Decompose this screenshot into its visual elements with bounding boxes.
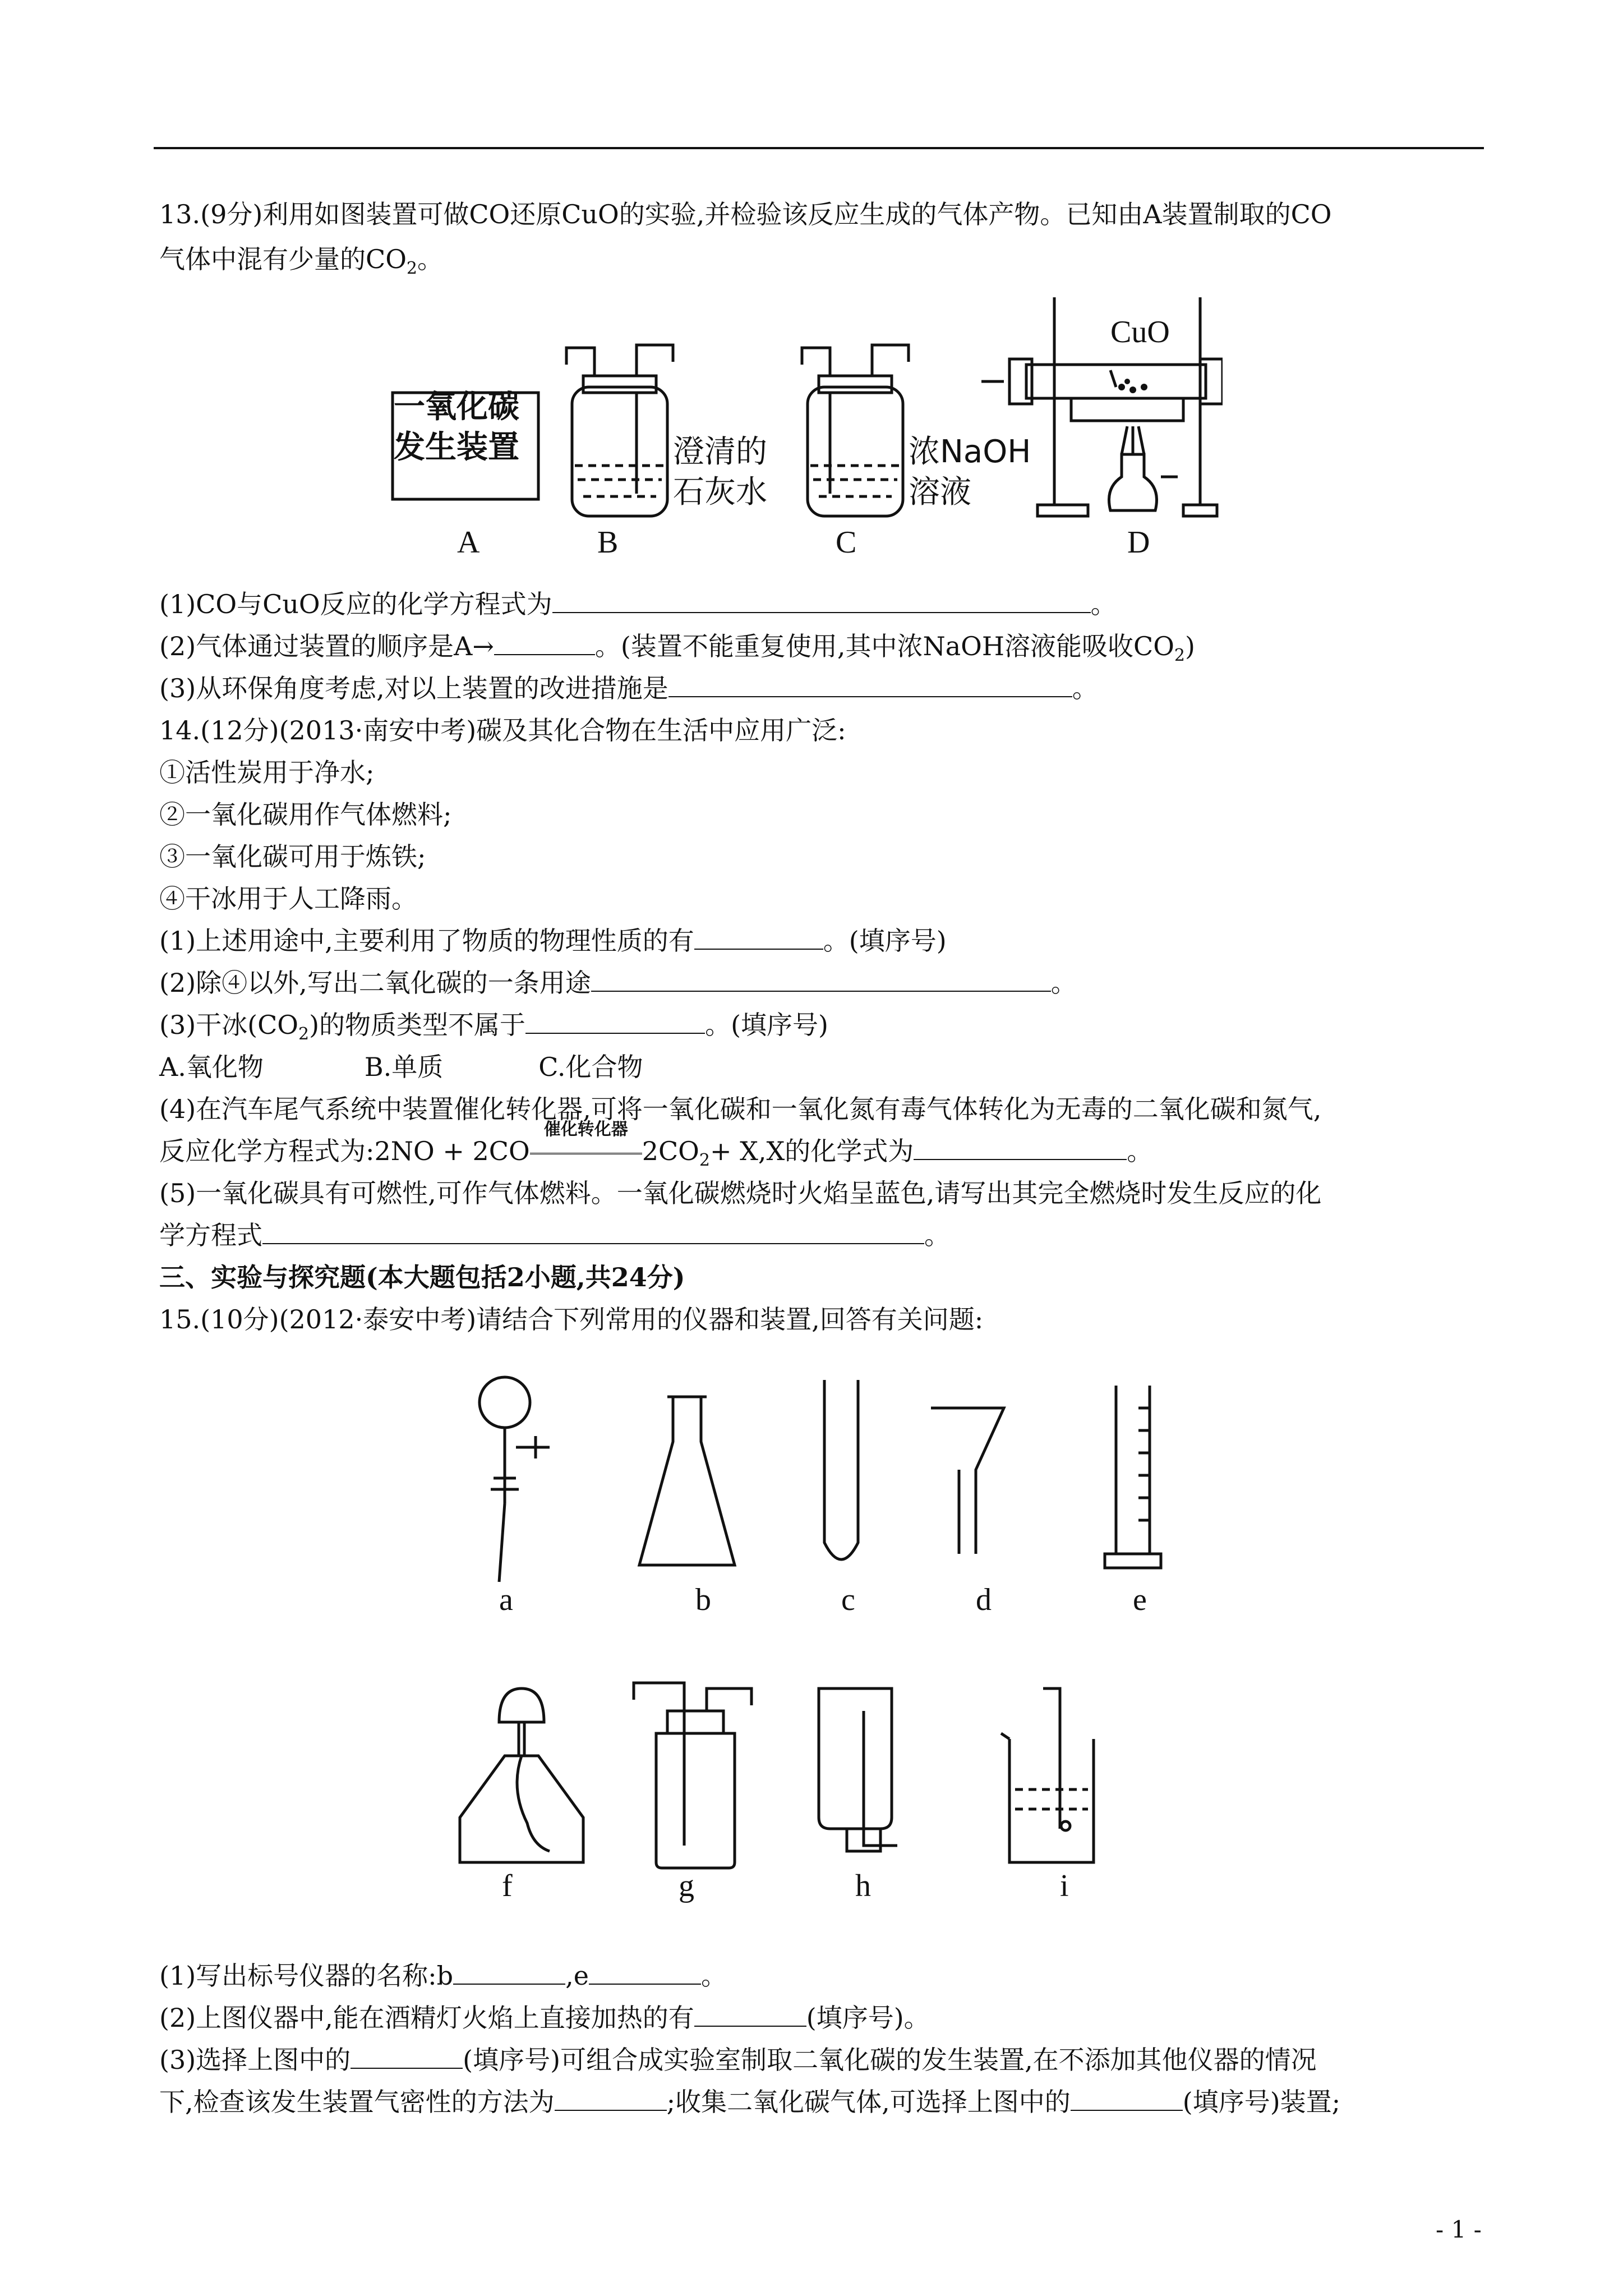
- q14-part4-equation: 反应化学方程式为:2NO + 2CO 催化转化器 $2CO_2+ X,X$的化学式为 。: [159, 1120, 1153, 1171]
- answer-blank[interactable]: [262, 1221, 924, 1244]
- instrument-label-b: b: [695, 1582, 711, 1617]
- q13-part1: (1)CO与CuO反应的化学方程式为 。: [159, 589, 1117, 619]
- answer-blank[interactable]: [914, 1137, 1127, 1160]
- option-c: C.化合物: [538, 1052, 643, 1082]
- q13-part3: (3)从环保角度考虑,对以上装置的改进措施是 。: [159, 673, 1098, 703]
- page-number: - 1 -: [1436, 2216, 1482, 2243]
- test-tube-c: [824, 1380, 858, 1559]
- q15-instruments-row1: [437, 1374, 1223, 1599]
- gas-bottle-g: [634, 1683, 751, 1868]
- q15-part1: (1)写出标号仪器的名称:b ,e 。: [159, 1961, 727, 1991]
- instrument-label-h: h: [855, 1869, 871, 1903]
- device-b-label: 澄清的 石灰水: [673, 434, 767, 510]
- instrument-label-a: a: [499, 1582, 513, 1617]
- device-a-label: 一氧化碳 发生装置: [394, 389, 519, 466]
- q14-item3: ③一氧化碳可用于炼铁;: [159, 841, 426, 872]
- instrument-label-i: i: [1060, 1869, 1069, 1903]
- answer-blank[interactable]: [591, 968, 1051, 992]
- answer-blank[interactable]: [552, 590, 1091, 613]
- figure-label-c: C: [836, 525, 857, 560]
- catalyst-arrow: 催化转化器: [530, 1133, 642, 1169]
- conical-flask-b: [639, 1397, 735, 1565]
- answer-blank[interactable]: [668, 674, 1072, 697]
- instrument-label-f: f: [502, 1869, 513, 1903]
- separatory-funnel-a: [479, 1377, 550, 1582]
- instrument-label-e: e: [1133, 1582, 1147, 1617]
- answer-blank[interactable]: [694, 2003, 806, 2027]
- answer-blank[interactable]: [555, 2087, 667, 2111]
- header-rule: [154, 147, 1484, 149]
- graduated-cylinder-e: [1105, 1386, 1161, 1568]
- answer-blank[interactable]: [494, 632, 595, 655]
- option-a: A.氧化物: [159, 1052, 264, 1082]
- q15-part3: (3)选择上图中的 (填序号)可组合成实验室制取二氧化碳的发生装置,在不添加其他仪器的情况: [159, 2045, 1317, 2075]
- device-c-label: 浓NaOH 溶液: [909, 434, 1031, 510]
- option-b: B.单质: [364, 1052, 444, 1082]
- q13-stem-line1: 13.(9分)利用如图装置可做CO还原CuO的实验,并检验该反应生成的气体产物。已知由A装置制取的CO: [159, 199, 1332, 229]
- device-b-bottle: [566, 345, 673, 516]
- q14-part5-cont: 学方程式 。: [159, 1220, 950, 1250]
- q14-part5: (5)一氧化碳具有可燃性,可作气体燃料。一氧化碳燃烧时火焰呈蓝色,请写出其完全燃烧时发生反应的化: [159, 1178, 1322, 1208]
- instrument-label-d: d: [976, 1582, 992, 1617]
- figure-label-a: A: [457, 525, 480, 560]
- answer-blank[interactable]: [525, 1010, 705, 1034]
- q14-part2: (2)除④以外,写出二氧化碳的一条用途 。: [159, 968, 1077, 998]
- answer-blank[interactable]: [589, 1961, 701, 1985]
- q13-part2: (2)气体通过装置的顺序是A→ 。(装置不能重复使用,其中浓NaOH溶液能吸收$CO_2$): [159, 631, 1195, 666]
- answer-blank[interactable]: [351, 2045, 463, 2069]
- q13-stem-line2: 气体中混有少量的$CO_2$。: [159, 244, 444, 279]
- q14-part4: (4)在汽车尾气系统中装置催化转化器,可将一氧化碳和一氧化氮有毒气体转化为无毒的二氧化碳和氮气,: [159, 1094, 1322, 1124]
- instrument-label-g: g: [679, 1869, 694, 1903]
- q15-part2: (2)上图仪器中,能在酒精灯火焰上直接加热的有 (填序号)。: [159, 2003, 930, 2033]
- q14-stem: 14.(12分)(2013·南安中考)碳及其化合物在生活中应用广泛:: [159, 715, 846, 746]
- cuo-label: CuO: [1110, 315, 1170, 349]
- q14-item1: ①活性炭用于净水;: [159, 757, 375, 788]
- figure-label-d: D: [1127, 525, 1150, 560]
- q15-stem: 15.(10分)(2012·泰安中考)请结合下列常用的仪器和装置,回答有关问题:: [159, 1304, 984, 1335]
- device-c-bottle: [802, 345, 909, 516]
- answer-blank[interactable]: [1071, 2087, 1183, 2111]
- funnel-d: [931, 1408, 1004, 1554]
- section-heading: 三、实验与探究题(本大题包括2小题,共24分): [159, 1262, 685, 1292]
- q15-instruments-row2: [437, 1677, 1223, 1890]
- q15-part3-cont: 下,检查该发生装置气密性的方法为 ;收集二氧化碳气体,可选择上图中的 (填序号)装置;: [159, 2087, 1341, 2117]
- beaker-i: [1001, 1688, 1094, 1862]
- alcohol-lamp-f: [460, 1688, 583, 1862]
- q14-item4: ④干冰用于人工降雨。: [159, 884, 417, 914]
- instrument-label-c: c: [841, 1582, 855, 1617]
- answer-blank[interactable]: [694, 926, 823, 950]
- q14-item2: ②一氧化碳用作气体燃料;: [159, 799, 452, 830]
- q14-part3: (3)干冰$(CO_2)$的物质类型不属于 。(填序号): [159, 1010, 828, 1045]
- figure-label-b: B: [597, 525, 619, 560]
- q14-options: [159, 1049, 643, 1085]
- inverted-bottle-h: [819, 1688, 897, 1851]
- answer-blank[interactable]: [453, 1961, 565, 1985]
- q14-part1: (1)上述用途中,主要利用了物质的物理性质的有 。(填序号): [159, 926, 947, 956]
